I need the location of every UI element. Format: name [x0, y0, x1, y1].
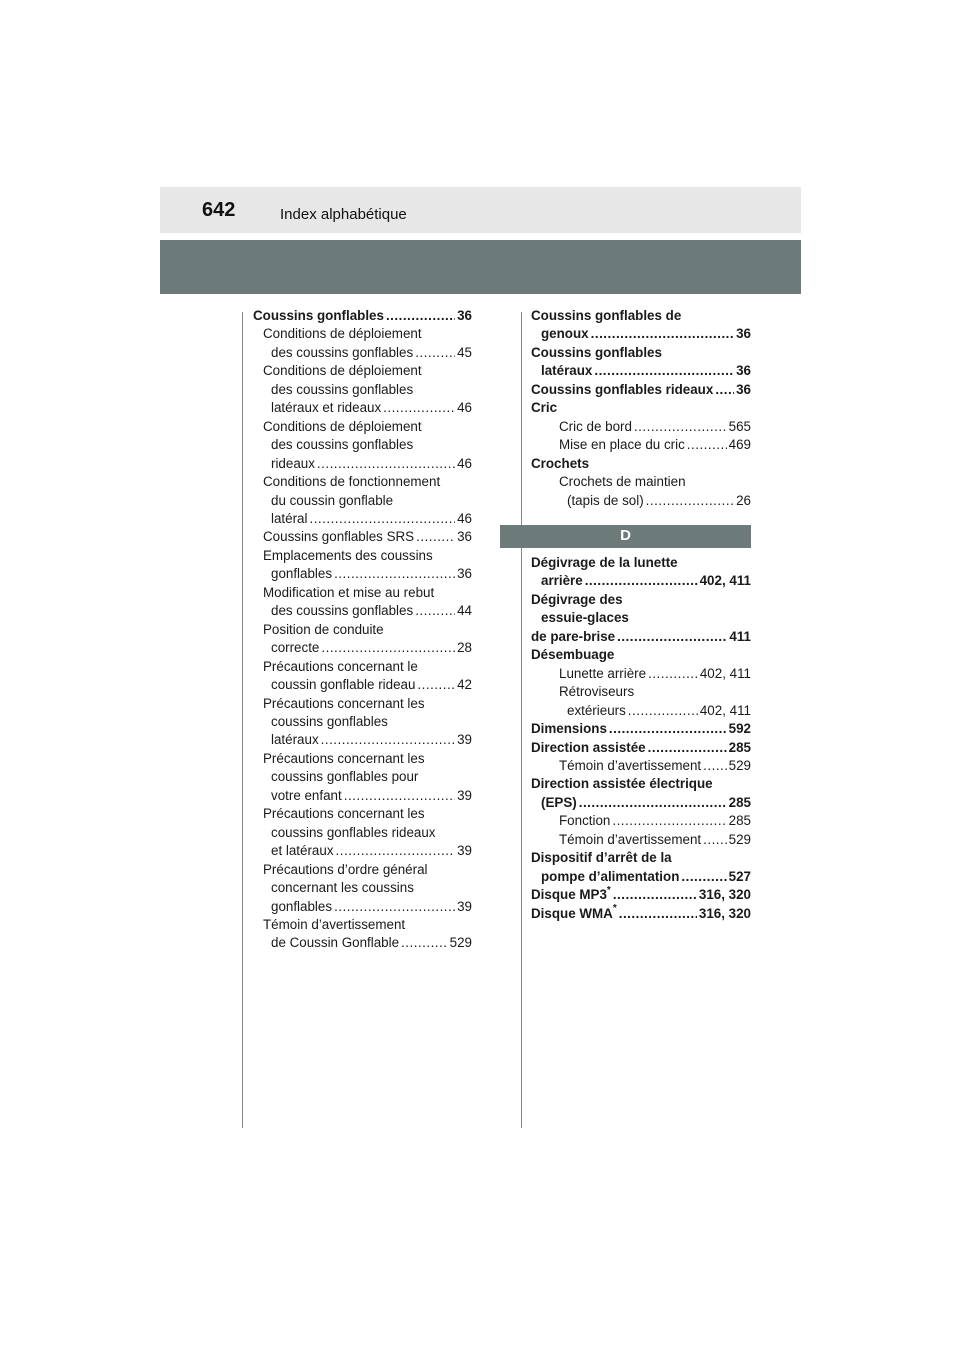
index-entry-precautions-general: gonflables ..... 39 — [253, 898, 472, 916]
index-entry-emplacements: gonflables ..... 36 — [253, 565, 472, 583]
index-column-right — [531, 307, 751, 923]
index-entry-temoin-direction: Témoin d’avertissement ..... 529 — [531, 757, 751, 775]
index-entry-position-conduite: correcte ..... 28 — [253, 639, 472, 657]
index-entry-genoux: genoux ..... 36 — [531, 325, 751, 343]
index-entry-line: Dégivrage de la lunette — [531, 554, 678, 570]
index-entry-lunette-arriere: Lunette arrière ..... 402, 411 — [531, 665, 751, 683]
index-entry-degivrage-essuie: de pare-brise ..... 411 — [531, 628, 751, 646]
index-entry-line: Précautions concernant les — [263, 806, 425, 822]
index-entry-line: Modification et mise au rebut — [263, 584, 435, 600]
index-entry-line: concernant les coussins — [271, 880, 414, 896]
footnote-marker: * — [606, 884, 611, 896]
index-entry-direction-eps: (EPS) ..... 285 — [531, 794, 751, 812]
index-entry-conditions-deploiement-rideaux: rideaux ..... 46 — [253, 455, 472, 473]
index-entry-line: coussins gonflables pour — [271, 769, 419, 785]
index-entry-precautions-lateraux: latéraux ..... 39 — [253, 731, 472, 749]
index-entry-crochets-maintien: (tapis de sol) ..... 26 — [531, 492, 751, 510]
index-entry-rideaux: Coussins gonflables rideaux ..... 36 — [531, 381, 751, 399]
index-entry-line: Précautions d’ordre général — [263, 861, 428, 877]
index-entry-line: Position de conduite — [263, 621, 384, 637]
index-entry-coussins-gonflables: Coussins gonflables ..... 36 — [253, 307, 472, 325]
index-entry-line: des coussins gonflables — [271, 381, 414, 397]
header-band — [160, 240, 801, 294]
index-entry-modification: des coussins gonflables ..... 44 — [253, 602, 472, 620]
index-entry-line: Coussins gonflables — [531, 344, 662, 360]
index-entry-line: Coussins gonflables de — [531, 308, 682, 323]
index-entry-line: Conditions de fonctionnement — [263, 474, 441, 490]
index-entry-fonction: Fonction ..... 285 — [531, 812, 751, 830]
index-entry-srs: Coussins gonflables SRS ..... 36 — [253, 528, 472, 546]
index-entry-cric-bord: Cric de bord ..... 565 — [531, 418, 751, 436]
index-entry-precautions-rideau: coussin gonflable rideau ..... 42 — [253, 676, 472, 694]
index-entry-line: Précautions concernant les — [263, 695, 425, 711]
index-entry-line: du coussin gonflable — [271, 492, 394, 508]
index-entry-line: Dégivrage des — [531, 591, 623, 607]
index-entry-cric: Cric — [531, 400, 558, 416]
index-entry-line: Crochets de maintien — [559, 474, 686, 490]
index-entry-line: coussins gonflables rideaux — [271, 824, 436, 840]
index-entry-lateraux: latéraux ..... 36 — [531, 362, 751, 380]
index-entry-dispositif: pompe d’alimentation ..... 527 — [531, 868, 751, 886]
index-entry-dimensions: Dimensions ..... 592 — [531, 720, 751, 738]
index-entry-disque-mp3: Disque MP3* ..... 316, 320 — [531, 886, 751, 904]
index-entry-degivrage-lunette: arrière ..... 402, 411 — [531, 572, 751, 590]
section-title: Index alphabétique — [280, 206, 407, 223]
left-column-rule — [242, 312, 243, 1128]
section-letter-d: D — [500, 525, 751, 548]
index-entry-conditions-deploiement-lateraux: latéraux et rideaux ..... 46 — [253, 399, 472, 417]
index-entry-precautions-rideaux-lateraux: et latéraux ..... 39 — [253, 842, 472, 860]
index-entry-line: des coussins gonflables — [271, 437, 414, 453]
index-entry-line: Conditions de déploiement — [263, 326, 422, 342]
index-entry-retroviseurs: extérieurs ..... 402, 411 — [531, 702, 751, 720]
index-entry-temoin-coussin: de Coussin Gonflable ..... 529 — [253, 934, 472, 952]
index-column-left — [253, 307, 472, 953]
index-entry-line: Conditions de déploiement — [263, 418, 422, 434]
index-entry-conditions-fonctionnement: latéral ..... 46 — [253, 510, 472, 528]
index-entry-direction-assistee: Direction assistée ..... 285 — [531, 739, 751, 757]
index-entry-line: Précautions concernant les — [263, 750, 425, 766]
index-entry-desembuage: Désembuage — [531, 647, 615, 663]
footnote-marker: * — [612, 903, 617, 915]
index-entry-line: Emplacements des coussins — [263, 547, 433, 563]
page-number: 642 — [202, 199, 236, 221]
index-entry-crochets: Crochets — [531, 455, 590, 471]
index-entry-conditions-deploiement: des coussins gonflables ..... 45 — [253, 344, 472, 362]
right-column-rule — [521, 312, 522, 1128]
index-entry-line: coussins gonflables — [271, 713, 388, 729]
index-entry-line: Rétroviseurs — [559, 684, 635, 700]
index-entry-line: Conditions de déploiement — [263, 363, 422, 379]
index-entry-precautions-enfant: votre enfant ..... 39 — [253, 787, 472, 805]
page-header — [160, 187, 801, 233]
index-entry-cric-mise: Mise en place du cric ..... 469 — [531, 436, 751, 454]
index-entry-disque-wma: Disque WMA* ..... 316, 320 — [531, 905, 751, 923]
index-entry-line: Dispositif d’arrêt de la — [531, 850, 672, 866]
index-entry-temoin-eps: Témoin d’avertissement ..... 529 — [531, 831, 751, 849]
index-entry-line: Témoin d’avertissement — [263, 916, 406, 932]
index-entry-line: Direction assistée électrique — [531, 776, 713, 792]
index-entry-line: Précautions concernant le — [263, 658, 418, 674]
index-entry-line: essuie-glaces — [541, 610, 629, 626]
